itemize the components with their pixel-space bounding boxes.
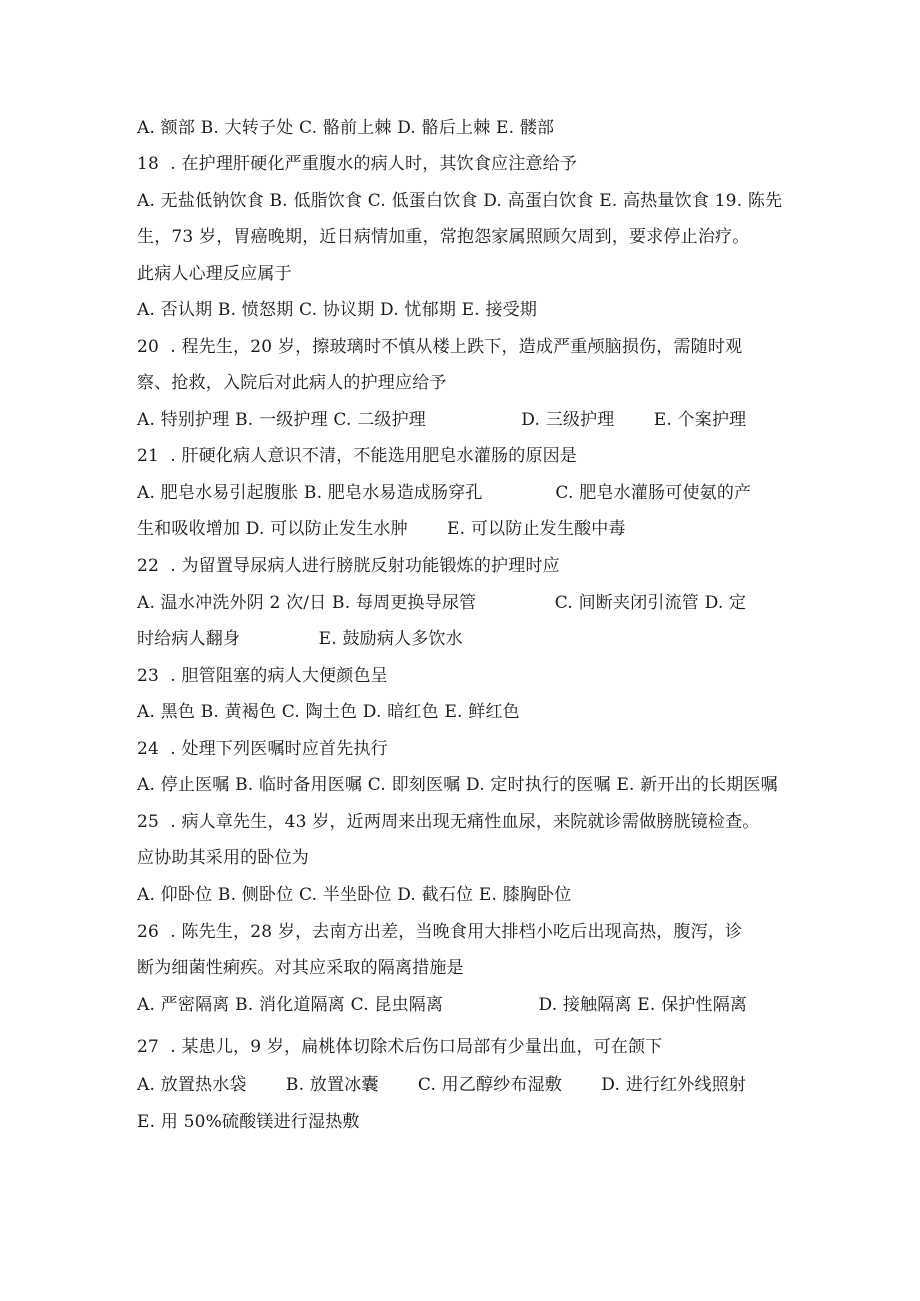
text-line: A. 否认期 B. 愤怒期 C. 协议期 D. 忧郁期 E. 接受期 xyxy=(137,300,538,320)
text-line: 27 . 某患儿，9 岁，扁桃体切除术后伤口局部有少量出血，可在颌下 xyxy=(137,1037,663,1057)
text-line: 18 . 在护理肝硬化严重腹水的病人时，其饮食应注意给予 xyxy=(137,154,578,174)
text-line: A. 仰卧位 B. 侧卧位 C. 半坐卧位 D. 截石位 E. 膝胸卧位 xyxy=(137,885,572,905)
text-line: 22 . 为留置导尿病人进行膀胱反射功能锻炼的护理时应 xyxy=(137,556,560,576)
text-line: 生，73 岁，胃癌晚期，近日病情加重，常抱怨家属照顾欠周到，要求停止治疗。 xyxy=(137,227,750,247)
text-line: A. 放置热水袋 B. 放置冰囊 C. 用乙醇纱布湿敷 D. 进行红外线照射 xyxy=(137,1075,747,1095)
text-line: A. 温水冲洗外阴 2 次/日 B. 每周更换导尿管 C. 间断夹闭引流管 D. 定 xyxy=(137,593,747,613)
text-line: 生和吸收增加 D. 可以防止发生水肿 E. 可以防止发生酸中毒 xyxy=(137,519,626,539)
text-line: 26 . 陈先生，28 岁，去南方出差，当晚食用大排档小吃后出现高热，腹泻，诊 xyxy=(137,922,743,942)
text-line: A. 肥皂水易引起腹胀 B. 肥皂水易造成肠穿孔 C. 肥皂水灌肠可使氨的产 xyxy=(137,483,752,503)
text-line: 此病人心理反应属于 xyxy=(137,264,292,284)
text-line: 断为细菌性痢疾。对其应采取的隔离措施是 xyxy=(137,958,464,978)
text-line: 时给病人翻身 E. 鼓励病人多饮水 xyxy=(137,629,463,649)
text-line: A. 停止医嘱 B. 临时备用医嘱 C. 即刻医嘱 D. 定时执行的医嘱 E. 新开出的长期医嘱 xyxy=(137,775,778,795)
text-line: 20 . 程先生，20 岁，擦玻璃时不慎从楼上跌下，造成严重颅脑损伤，需随时观 xyxy=(137,337,743,357)
text-line: 23 . 胆管阻塞的病人大便颜色呈 xyxy=(137,666,388,686)
text-line: 察、抢救，入院后对此病人的护理应给予 xyxy=(137,373,447,393)
text-line: A. 黑色 B. 黄褐色 C. 陶土色 D. 暗红色 E. 鲜红色 xyxy=(137,702,520,722)
text-line: A. 额部 B. 大转子处 C. 骼前上棘 D. 骼后上棘 E. 髅部 xyxy=(137,118,555,138)
text-line: A. 严密隔离 B. 消化道隔离 C. 昆虫隔离 D. 接触隔离 E. 保护性隔离 xyxy=(137,995,748,1015)
text-line: A. 特别护理 B. 一级护理 C. 二级护理 D. 三级护理 E. 个案护理 xyxy=(137,410,747,430)
text-line: A. 无盐低钠饮食 B. 低脂饮食 C. 低蛋白饮食 D. 高蛋白饮食 E. 高热量饮食 19. 陈先 xyxy=(137,191,783,211)
text-line: 24 . 处理下列医嘱时应首先执行 xyxy=(137,739,388,759)
text-line: 21 . 肝硬化病人意识不清，不能选用肥皂水灌肠的原因是 xyxy=(137,446,578,466)
text-line: 25 . 病人章先生，43 岁，近两周来出现无痛性血尿，来院就诊需做膀胱镜检查。 xyxy=(137,812,760,832)
text-line: E. 用 50%硫酸镁进行湿热敷 xyxy=(137,1112,360,1132)
text-line: 应协助其采用的卧位为 xyxy=(137,848,309,868)
